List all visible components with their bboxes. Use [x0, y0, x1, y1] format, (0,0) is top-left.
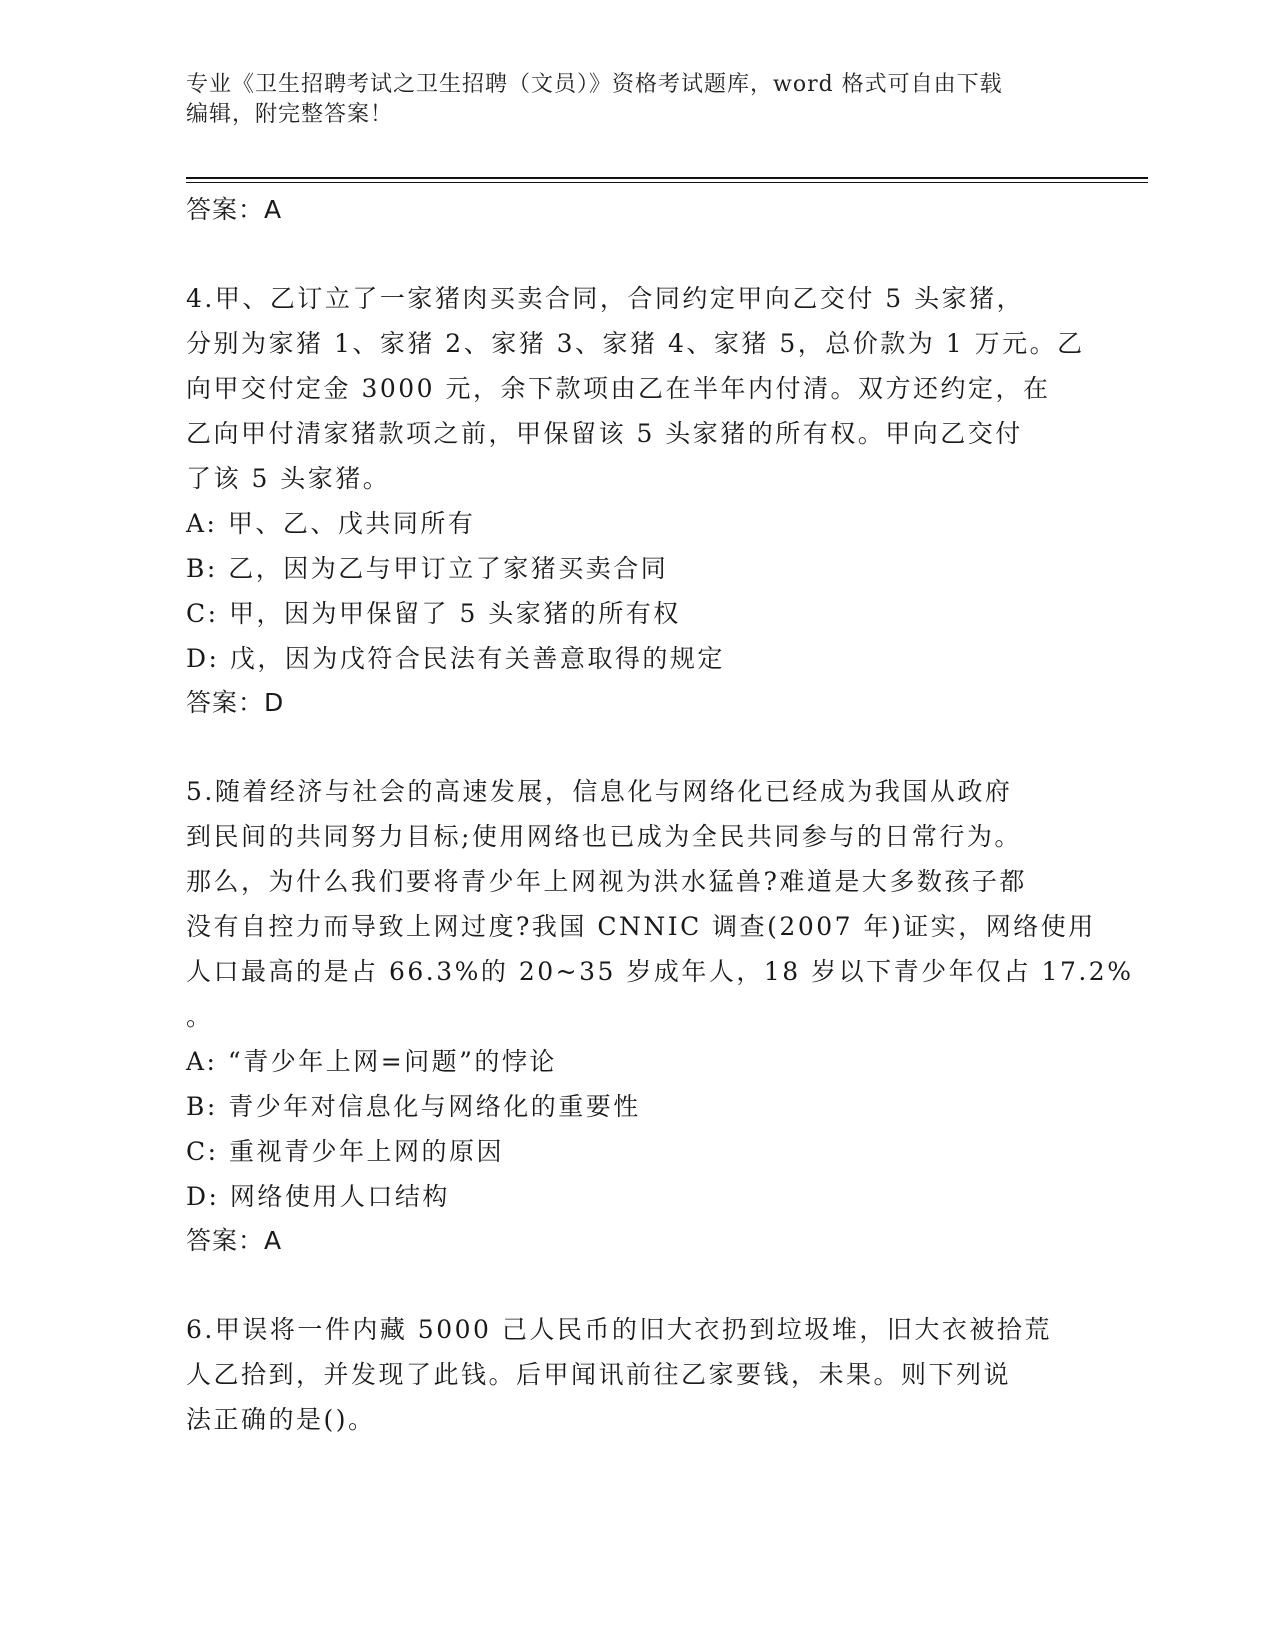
question-4-line: 分别为家猪 1、家猪 2、家猪 3、家猪 4、家猪 5，总价款为 1 万元。乙 [186, 329, 1085, 358]
option-d: D: 网络使用人口结构 [186, 1182, 450, 1211]
question-6-line: 人乙拾到，并发现了此钱。后甲闻讯前往乙家要钱，未果。则下列说 [186, 1360, 1012, 1389]
question-5-line: 那么，为什么我们要将青少年上网视为洪水猛兽?难道是大多数孩子都 [186, 867, 1027, 896]
question-5-line: 5.随着经济与社会的高速发展，信息化与网络化已经成为我国从政府 [186, 777, 1013, 806]
question-6-line: 6.甲误将一件内藏 5000 己人民币的旧大衣扔到垃圾堆，旧大衣被拾荒 [186, 1315, 1052, 1344]
header-divider-thin [186, 182, 1148, 183]
header-line-2: 编辑，附完整答案！ [186, 102, 394, 127]
question-5-line: 到民间的共同努力目标;使用网络也已成为全民共同参与的日常行为。 [186, 822, 1022, 851]
question-4-line: 向甲交付定金 3000 元，余下款项由乙在半年内付清。双方还约定，在 [186, 374, 1051, 403]
option-a: A: “青少年上网=问题”的悖论 [186, 1047, 557, 1076]
question-5-line: 没有自控力而导致上网过度?我国 CNNIC 调查(2007 年)证实，网络使用 [186, 912, 1096, 941]
question-4-line: 乙向甲付清家猪款项之前，甲保留该 5 头家猪的所有权。甲向乙交付 [186, 419, 1023, 448]
answer-4: 答案：D [186, 688, 285, 717]
option-c: C: 甲，因为甲保留了 5 头家猪的所有权 [186, 599, 681, 628]
question-4-line: 4.甲、乙订立了一家猪肉买卖合同，合同约定甲向乙交付 5 头家猪， [186, 284, 1025, 313]
option-b: B: 乙，因为乙与甲订立了家猪买卖合同 [186, 554, 669, 583]
answer-prev: 答案：A [186, 195, 283, 224]
spacer [186, 232, 1086, 276]
question-6-line: 法正确的是()。 [186, 1405, 376, 1434]
header-divider-thick [186, 177, 1148, 179]
option-c: C: 重视青少年上网的原因 [186, 1137, 504, 1166]
question-4-line: 了该 5 头家猪。 [186, 464, 391, 493]
answer-5: 答案：A [186, 1226, 283, 1255]
option-a: A: 甲、乙、戊共同所有 [186, 509, 476, 538]
spacer [186, 725, 1086, 769]
spacer [186, 1263, 1086, 1307]
question-5-line: 。 [186, 1002, 214, 1031]
question-6 [186, 1307, 1086, 1442]
question-5-line: 人口最高的是占 66.3%的 20~35 岁成年人，18 岁以下青少年仅占 17.2% [186, 957, 1134, 986]
question-5 [186, 769, 1134, 1263]
option-d: D: 戊，因为戊符合民法有关善意取得的规定 [186, 644, 725, 673]
header-line-1: 专业《卫生招聘考试之卫生招聘（文员）》资格考试题库，word 格式可自由下载 [186, 72, 1003, 97]
option-b: B: 青少年对信息化与网络化的重要性 [186, 1092, 641, 1121]
page-header [186, 70, 1066, 130]
question-4 [186, 276, 1086, 725]
document-body [186, 188, 1134, 1442]
